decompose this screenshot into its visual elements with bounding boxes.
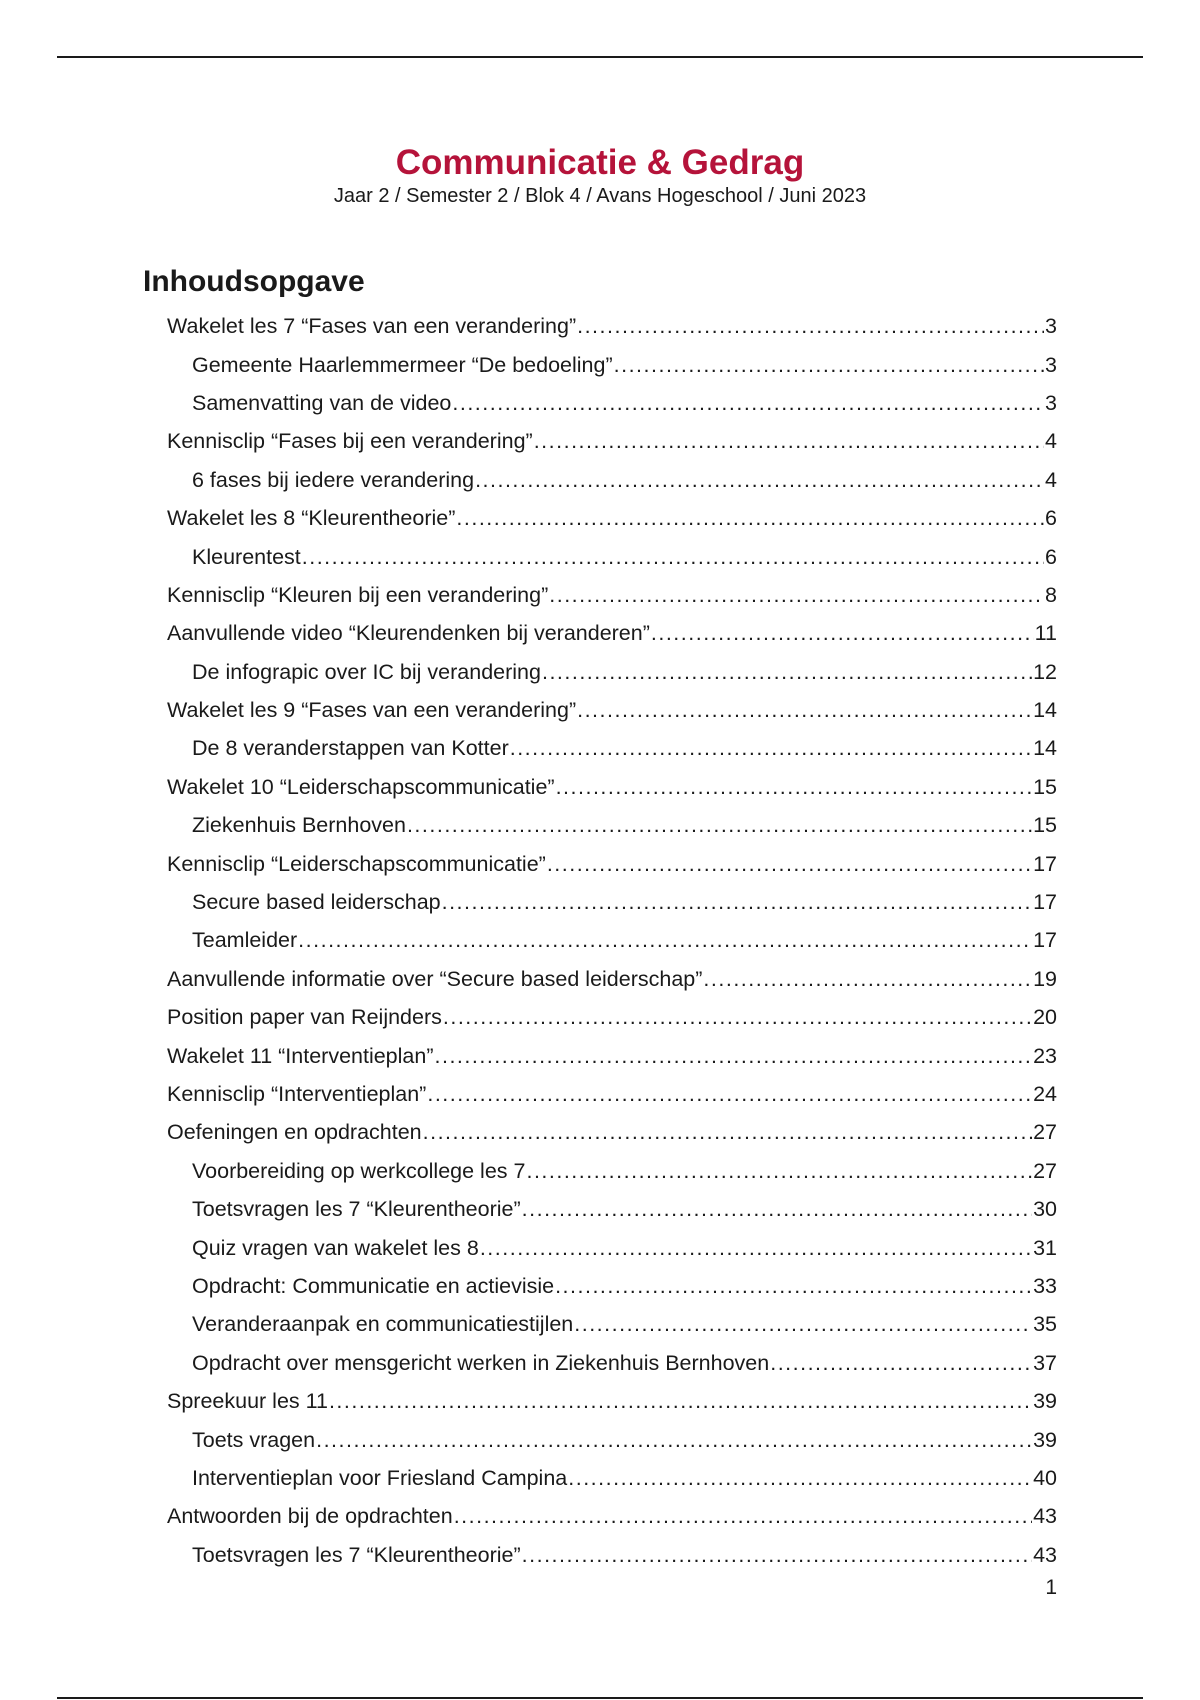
toc-entry-page: 43 (1033, 1542, 1057, 1567)
toc-entry-page: 17 (1033, 851, 1057, 876)
toc-leader-dots (298, 927, 1032, 953)
toc-leader-dots (556, 774, 1033, 800)
toc-leader-dots (522, 1542, 1032, 1568)
toc-entry[interactable] (0, 998, 1200, 1036)
toc-entry[interactable] (0, 576, 1200, 614)
toc-entry[interactable] (0, 653, 1200, 691)
toc-entry[interactable] (0, 806, 1200, 844)
toc-entry-title: Kennisclip “Kleuren bij een verandering” (167, 582, 549, 607)
toc-entry[interactable] (0, 461, 1200, 499)
table-of-contents (0, 307, 1200, 1574)
toc-entry-page: 24 (1033, 1082, 1057, 1106)
toc-entry[interactable] (0, 1075, 1200, 1113)
toc-entry-page: 37 (1033, 1350, 1057, 1375)
toc-entry[interactable] (0, 614, 1200, 652)
toc-entry[interactable] (0, 422, 1200, 460)
toc-entry-page: 6 (1045, 506, 1057, 531)
toc-entry[interactable] (0, 1152, 1200, 1190)
toc-leader-dots (443, 1004, 1032, 1030)
toc-entry-title: Oefeningen en opdrachten (167, 1120, 422, 1145)
toc-entry-page: 43 (1033, 1504, 1057, 1529)
toc-entry-title: Kleurentest (192, 544, 301, 569)
toc-entry-page: 27 (1033, 1120, 1057, 1145)
toc-entry[interactable] (0, 1420, 1200, 1458)
toc-leader-dots (510, 735, 1032, 761)
toc-entry[interactable] (0, 1382, 1200, 1420)
toc-leader-dots (452, 390, 1044, 416)
toc-entry-page: 3 (1045, 314, 1057, 339)
toc-entry[interactable] (0, 537, 1200, 575)
toc-leader-dots (614, 352, 1044, 378)
toc-entry[interactable] (0, 1459, 1200, 1497)
toc-entry-title: Aanvullende informatie over “Secure based leiderschap” (167, 966, 703, 991)
toc-entry-page: 17 (1033, 890, 1057, 915)
toc-entry-page: 20 (1033, 1005, 1057, 1030)
toc-entry[interactable] (0, 1344, 1200, 1382)
toc-entry-page: 6 (1045, 544, 1057, 569)
toc-entry-page: 3 (1045, 390, 1057, 415)
toc-leader-dots (423, 1119, 1032, 1145)
toc-leader-dots (475, 467, 1044, 493)
toc-entry-title: Kennisclip “Interventieplan” (167, 1082, 427, 1106)
toc-leader-dots (456, 505, 1044, 531)
toc-leader-dots (407, 812, 1032, 838)
toc-leader-dots (549, 582, 1044, 608)
toc-entry-title: Samenvatting van de video (192, 390, 452, 415)
toc-entry-title: Position paper van Reijnders (167, 1005, 442, 1030)
toc-entry-title: Toetsvragen les 7 “Kleurentheorie” (192, 1542, 521, 1567)
toc-entry-title: Toetsvragen les 7 “Kleurentheorie” (192, 1197, 521, 1222)
toc-entry-page: 8 (1045, 582, 1057, 607)
toc-entry-title: Kennisclip “Fases bij een verandering” (167, 429, 533, 454)
toc-entry-title: Wakelet les 7 “Fases van een verandering” (167, 314, 577, 339)
toc-entry-title: Quiz vragen van wakelet les 8 (192, 1235, 479, 1260)
toc-entry-title: Wakelet les 9 “Fases van een verandering” (167, 698, 577, 723)
toc-entry[interactable] (0, 768, 1200, 806)
toc-entry-title: Opdracht: Communicatie en actievisie (192, 1273, 555, 1298)
toc-entry-page: 31 (1033, 1235, 1057, 1260)
toc-leader-dots (427, 1081, 1032, 1107)
toc-entry-page: 40 (1033, 1465, 1057, 1490)
toc-entry[interactable] (0, 499, 1200, 537)
toc-entry[interactable] (0, 307, 1200, 345)
toc-entry-page: 27 (1033, 1158, 1057, 1183)
toc-entry-page: 14 (1033, 736, 1057, 761)
toc-entry[interactable] (0, 1113, 1200, 1151)
toc-entry-page: 4 (1045, 429, 1057, 454)
toc-entry[interactable] (0, 1536, 1200, 1574)
toc-entry-title: Gemeente Haarlemmermeer “De bedoeling” (192, 352, 613, 377)
toc-leader-dots (526, 1158, 1032, 1184)
toc-entry-title: Wakelet les 8 “Kleurentheorie” (167, 506, 456, 531)
toc-entry-title: Wakelet 10 “Leiderschapscommunicatie” (167, 774, 555, 799)
header-rule (57, 56, 1143, 58)
toc-entry-page: 14 (1033, 698, 1057, 723)
toc-entry[interactable] (0, 345, 1200, 383)
toc-entry-title: Spreekuur les 11 (167, 1389, 328, 1414)
toc-leader-dots (316, 1427, 1032, 1453)
toc-entry-title: Aanvullende video “Kleurendenken bij veranderen” (167, 621, 650, 646)
toc-leader-dots (574, 1311, 1032, 1337)
toc-leader-dots (547, 851, 1032, 877)
document-subtitle: Jaar 2 / Semester 2 / Blok 4 / Avans Hogeschool / Juni 2023 (333, 185, 867, 207)
toc-entry[interactable] (0, 691, 1200, 729)
toc-entry[interactable] (0, 960, 1200, 998)
toc-entry-page: 4 (1045, 467, 1057, 492)
page-number: 1 (1045, 1576, 1057, 1599)
toc-entry[interactable] (0, 921, 1200, 959)
toc-entry[interactable] (0, 1497, 1200, 1535)
toc-entry-page: 33 (1033, 1273, 1057, 1298)
toc-entry-title: Ziekenhuis Bernhoven (192, 813, 406, 838)
document-title: Communicatie & Gedrag (395, 143, 805, 182)
toc-entry-title: De infograpic over IC bij verandering (192, 659, 541, 684)
toc-leader-dots (577, 313, 1044, 339)
toc-entry-page: 39 (1033, 1389, 1057, 1414)
toc-entry-page: 30 (1033, 1197, 1057, 1222)
toc-leader-dots (534, 428, 1044, 454)
toc-entry-title: Toets vragen (192, 1427, 316, 1452)
toc-entry-page: 39 (1033, 1427, 1057, 1452)
toc-entry-title: 6 fases bij iedere verandering (192, 467, 475, 492)
toc-entry-page: 19 (1033, 966, 1057, 991)
footer-rule (57, 1697, 1143, 1699)
toc-entry-page: 35 (1033, 1312, 1057, 1337)
toc-entry-title: Voorbereiding op werkcollege les 7 (192, 1158, 526, 1183)
toc-entry-title: Interventieplan voor Friesland Campina (192, 1465, 568, 1490)
toc-entry[interactable] (0, 1228, 1200, 1266)
toc-entry-page: 23 (1033, 1043, 1057, 1068)
document-header (0, 142, 1200, 208)
toc-leader-dots (651, 620, 1034, 646)
toc-leader-dots (555, 1273, 1032, 1299)
toc-entry-page: 15 (1033, 813, 1057, 838)
toc-entry[interactable] (0, 883, 1200, 921)
toc-entry-title: Teamleider (192, 928, 298, 953)
toc-leader-dots (442, 889, 1032, 915)
toc-heading: Inhoudsopgave (143, 265, 365, 298)
toc-entry[interactable] (0, 1036, 1200, 1074)
toc-leader-dots (703, 966, 1032, 992)
toc-leader-dots (302, 544, 1044, 570)
toc-entry-page: 15 (1033, 774, 1057, 799)
toc-leader-dots (329, 1388, 1032, 1414)
toc-entry[interactable] (0, 1267, 1200, 1305)
toc-entry-page: 17 (1033, 928, 1057, 953)
toc-leader-dots (522, 1196, 1032, 1222)
toc-entry[interactable] (0, 1305, 1200, 1343)
toc-entry-title: Wakelet 11 “Interventieplan” (167, 1043, 434, 1068)
toc-entry-page: 12 (1033, 659, 1057, 684)
toc-leader-dots (577, 697, 1032, 723)
toc-entry[interactable] (0, 844, 1200, 882)
toc-entry-title: De 8 veranderstappen van Kotter (192, 736, 509, 761)
toc-entry-page: 3 (1045, 352, 1057, 377)
toc-entry[interactable] (0, 1190, 1200, 1228)
toc-leader-dots (770, 1350, 1032, 1376)
toc-entry-title: Secure based leiderschap (192, 890, 441, 915)
toc-entry-title: Veranderaanpak en communicatiestijlen (192, 1312, 574, 1337)
toc-leader-dots (542, 659, 1032, 685)
toc-leader-dots (568, 1465, 1032, 1491)
toc-entry[interactable] (0, 384, 1200, 422)
toc-entry-page: 11 (1034, 621, 1057, 646)
toc-leader-dots (480, 1235, 1032, 1261)
toc-entry-title: Opdracht over mensgericht werken in Ziekenhuis Bernhoven (192, 1350, 770, 1375)
toc-leader-dots (454, 1503, 1032, 1529)
toc-entry[interactable] (0, 729, 1200, 767)
toc-entry-title: Kennisclip “Leiderschapscommunicatie” (167, 851, 546, 876)
toc-entry-title: Antwoorden bij de opdrachten (167, 1504, 453, 1529)
toc-leader-dots (435, 1043, 1033, 1069)
